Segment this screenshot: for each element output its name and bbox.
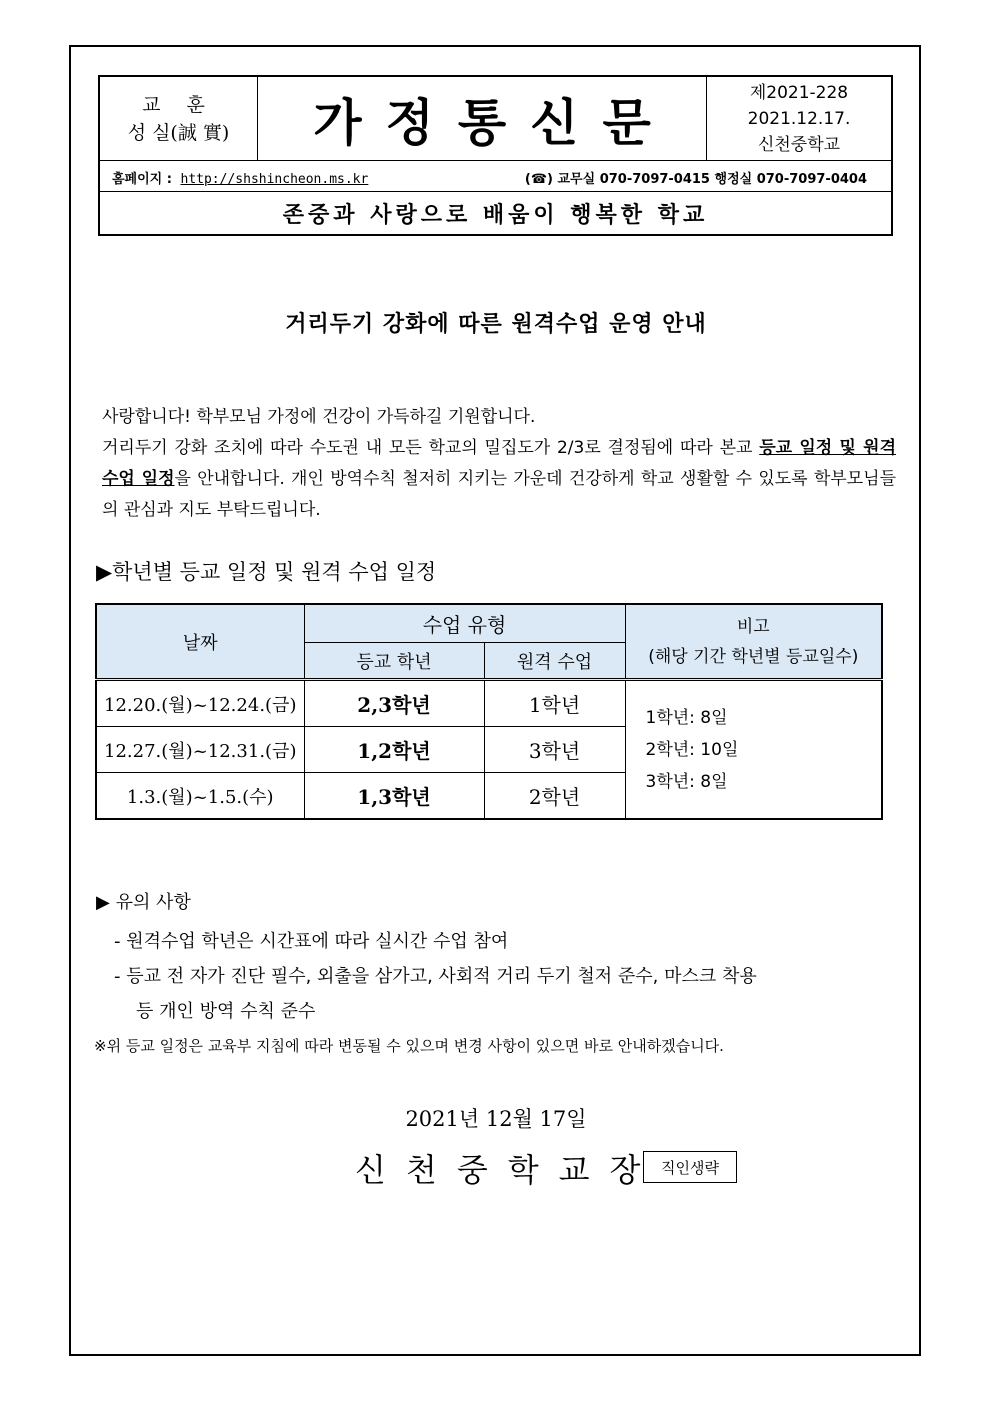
phone-numbers: (☎) 교무실 070-7097-0415 행정실 070-7097-0404 [524,172,867,187]
homepage [112,168,368,187]
body-text-before: 거리두기 강화 조치에 따라 수도권 내 모든 학교의 밀집도가 2/3로 결정됨에 따라 본교 [102,438,760,458]
schedule-table [95,603,883,820]
attendance-days-note [625,680,882,820]
row-date: 1.3.(월)~1.5.(수) [96,773,304,820]
header-remote: 원격 수업 [484,643,625,680]
row-date: 12.27.(월)~12.31.(금) [96,727,304,773]
header-note [625,604,882,680]
row-remote: 1학년 [484,680,625,727]
cautions-heading: ▶ 유의 사항 [96,892,191,913]
homepage-link[interactable]: http://shshincheon.ms.kr [180,172,369,187]
header-note-sub: (해당 기간 학년별 등교일수) [648,646,859,667]
seal-omitted-box: 직인생략 [643,1151,737,1183]
issue-date: 2021.12.17. [747,108,851,129]
homepage-label: 홈페이지 : [112,172,172,187]
caution-item: - 원격수업 학년은 시간표에 따라 실시간 수업 참여 [114,931,509,952]
header-note-title: 비고 [736,616,770,637]
cautions-list [96,924,898,1029]
body-text-emphasis: 등교 일정 및 원격 수업 일정 [102,438,896,489]
footnote: ※위 등교 일정은 교육부 지침에 따라 변동될 수 있으며 변경 사항이 있으면 바로 안내하겠습니다. [94,1037,724,1055]
row-in-person: 1,3학년 [304,773,484,820]
note-grade-3: 3학년: 8일 [645,771,728,792]
body-text-after: 을 안내합니다. 개인 방역수칙 철저히 지키는 가운데 건강하게 학교 생활할 수 있도록 학부모님들의 관심과 지도 부탁드립니다. [102,469,896,520]
header-class-type: 수업 유형 [304,604,625,643]
school-name: 신천중학교 [757,134,841,155]
school-slogan: 존중과 사랑으로 배움이 행복한 학교 [282,202,709,228]
note-grade-1: 1학년: 8일 [645,707,728,728]
row-date: 12.20.(월)~12.24.(금) [96,680,304,727]
row-remote: 3학년 [484,727,625,773]
issue-info [706,77,891,160]
contact-row [100,160,891,192]
masthead-top-row [100,77,891,160]
table-row [96,680,882,727]
intro-text [96,402,896,526]
caution-item: - 등교 전 자가 진단 필수, 외출을 삼가고, 사회적 거리 두기 철저 준수, 마스크 착용 [114,966,757,987]
school-motto [100,77,258,160]
caution-item-continued: 등 개인 방역 수칙 준수 [136,1001,316,1022]
motto-text: 성 실(誠 實) [127,121,230,144]
header-date: 날짜 [96,604,304,680]
motto-label: 교 훈 [142,93,215,116]
schedule-heading: ▶학년별 등교 일정 및 원격 수업 일정 [96,560,437,584]
issue-number: 제2021-228 [749,82,849,103]
principal-title: 신천중학교장 [355,1151,661,1189]
signature-date: 2021년 12월 17일 [405,1107,587,1131]
row-remote: 2학년 [484,773,625,820]
body-paragraph [96,433,896,526]
document-title: 거리두기 강화에 따른 원격수업 운영 안내 [285,312,707,337]
masthead [98,75,893,236]
newsletter-title: 가정통신문 [313,93,675,152]
row-in-person: 2,3학년 [304,680,484,727]
row-in-person: 1,2학년 [304,727,484,773]
greeting: 사랑합니다! 학부모님 가정에 건강이 가득하길 기원합니다. [102,407,536,427]
header-in-person: 등교 학년 [304,643,484,680]
note-grade-2: 2학년: 10일 [645,739,739,760]
